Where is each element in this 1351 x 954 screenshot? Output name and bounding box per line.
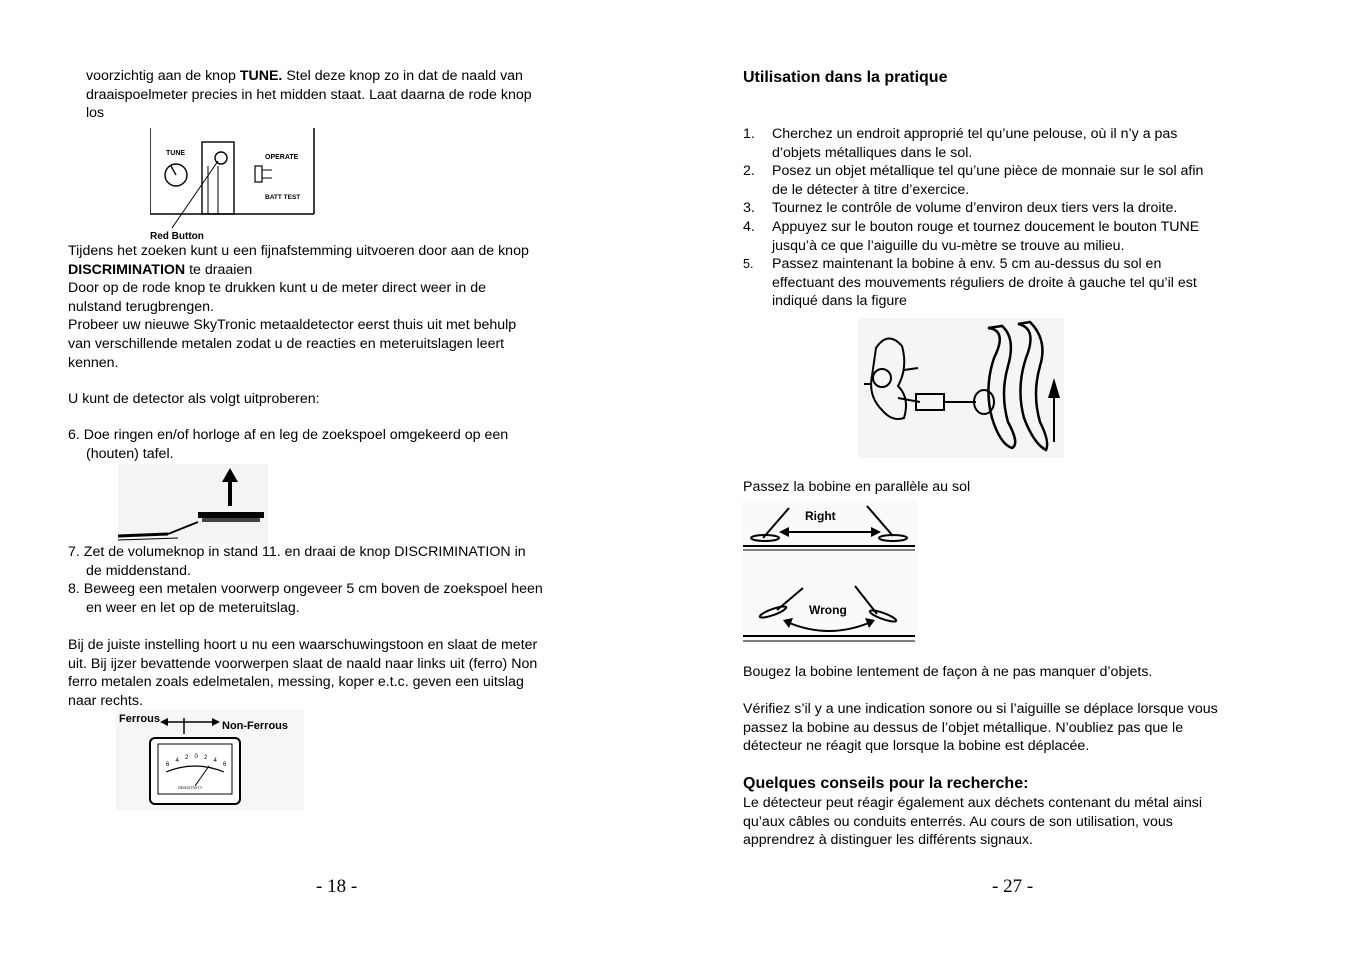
non-ferrous-label: Non-Ferrous [222, 720, 288, 732]
result-line: Bij de juiste instelling hoort u nu een waarschuwingstoon en slaat de meter [68, 637, 538, 653]
step-line: Cherchez un endroit approprié tel qu’une pelouse, où il n’y a pas [772, 126, 1178, 142]
step-line: effectuant des mouvements réguliers de droite à gauche tel qu’il est [772, 274, 1197, 291]
text-run: DISCRIMINATION [68, 261, 186, 278]
coil-on-table-figure [118, 464, 268, 544]
discrimination-line [68, 298, 214, 317]
scale-tick-label: 0 [194, 754, 198, 760]
slow-text: Bougez la bobine lentement de façon à ne pas manquer d’objets. [743, 664, 1153, 680]
right-label: Right [805, 509, 836, 523]
step-line: de le détecter à titre d’exercice. [772, 181, 970, 198]
tips-line: Le détecteur peut réagir également aux déchets contenant du métal ainsi [743, 795, 1203, 811]
page-number-right: - 27 - [992, 876, 1034, 897]
tips-heading: Quelques conseils pour la recherche: [743, 775, 1029, 792]
text-run: te draaien [185, 261, 253, 278]
scale-tick-label: 4 [175, 758, 179, 764]
step-number: 1. [743, 126, 755, 142]
figure-caption: Passez la bobine en parallèle au sol [743, 479, 971, 495]
text-run: nulstand terugbrengen. [68, 298, 214, 315]
verify-line: passez la bobine au dessus de l’objet métallique. N’oubliez pas que le [743, 719, 1184, 736]
try-text: U kunt de detector als volgt uitproberen: [68, 391, 320, 407]
page-number-left: - 18 - [316, 876, 358, 897]
scale-tick-label: 6 [223, 762, 227, 768]
step-8-line-2: en weer en let op de meteruitslag. [86, 600, 300, 616]
discrimination-line [68, 335, 504, 354]
intro-line [86, 86, 532, 105]
step-6-line-1: 6. Doe ringen en/of horloge af en leg de zoekspoel omgekeerd op een [68, 427, 509, 443]
intro-line [86, 104, 104, 123]
text-run: van verschillende metalen zodat u de reacties en meteruitslagen leert [68, 336, 505, 352]
discrimination-line [68, 316, 516, 335]
wrong-label: Wrong [809, 603, 847, 617]
batt-test-label: BATT TEST [265, 194, 301, 201]
result-line: naar rechts. [68, 692, 143, 709]
sweep-figure [858, 318, 1064, 458]
text-run: Door op de rode knop te drukken kunt u de meter direct weer in de [68, 280, 486, 297]
sensitivity-label: SENSITIVITY [178, 785, 203, 790]
step-number: 3. [743, 200, 755, 217]
step-line: Appuyez sur le bouton rouge et tournez doucement le bouton TUNE [772, 219, 1200, 235]
verify-line: détecteur ne réagit que lorsque la bobine est déplacée. [743, 738, 1090, 755]
step-number: 2. [743, 163, 755, 180]
step-8-line-1: 8. Beweeg een metalen voorwerp ongeveer 5 cm boven de zoekspoel heen [68, 581, 543, 597]
result-line: uit. Bij ijzer bevattende voorwerpen slaat de naald naar links uit (ferro) Non [68, 655, 538, 672]
result-line: ferro metalen zoals edelmetalen, messing, koper e.t.c. geven een uitslag [68, 674, 524, 691]
text-run: Stel deze knop zo in dat de naald van [282, 68, 523, 84]
step-line: jusqu’à ce que l’aiguille du vu-mètre se trouve au milieu. [772, 237, 1125, 254]
red-button-label: Red Button [150, 231, 204, 242]
tips-line: qu’aux câbles ou conduits enterrés. Au cours de son utilisation, vous [743, 813, 1173, 830]
step-line: d’objets métalliques dans le sol. [772, 144, 973, 161]
tips-line: apprendrez à distinguer les différents signaux. [743, 832, 1033, 849]
discrimination-line [68, 279, 486, 298]
step-number: 4. [743, 219, 755, 235]
text-run: draaispoelmeter precies in het midden staat. Laat daarna de rode knop [86, 86, 532, 103]
step-7-line-2: de middenstand. [86, 563, 191, 579]
scale-tick-label: 4 [213, 758, 217, 764]
text-run: voorzichtig aan de knop [86, 68, 240, 84]
step-number: 5. [743, 257, 754, 272]
meter-figure [116, 710, 304, 810]
scale-tick-label: 2 [204, 755, 208, 762]
operate-label: OPERATE [265, 154, 299, 161]
right-wrong-figure [743, 500, 917, 644]
text-run: Probeer uw nieuwe SkyTronic metaaldetector eerst thuis uit met behulp [68, 317, 517, 334]
text-run: TUNE. [239, 68, 283, 84]
step-6-line-2: (houten) tafel. [86, 446, 174, 462]
verify-line: Vérifiez s’il y a une indication sonore ou si l’aiguille se déplace lorsque vous [743, 701, 1218, 717]
discrimination-line [68, 261, 252, 280]
text-run: Tijdens het zoeken kunt u een fijnafstemming uitvoeren door aan de knop [68, 243, 529, 259]
discrimination-line [68, 242, 529, 261]
section-heading: Utilisation dans la pratique [743, 69, 948, 86]
scale-tick-label: 2 [185, 755, 189, 762]
text-run: kennen. [68, 354, 119, 371]
discrimination-line [68, 354, 119, 373]
step-line: Posez un objet métallique tel qu’une pièce de monnaie sur le sol afin [772, 163, 1204, 180]
step-7-line-1: 7. Zet de volumeknop in stand 11. en draai de knop DISCRIMINATION in [68, 544, 526, 560]
step-line: Tournez le contrôle de volume d’environ deux tiers vers la droite. [772, 200, 1178, 217]
step-line: indiqué dans la figure [772, 293, 907, 310]
tune-label: TUNE [166, 150, 186, 157]
control-panel-figure [150, 126, 320, 244]
intro-line [86, 67, 523, 86]
ferrous-label: Ferrous [119, 713, 160, 725]
scale-tick-label: 6 [166, 762, 170, 768]
step-line: Passez maintenant la bobine à env. 5 cm au-dessus du sol en [772, 256, 1162, 273]
text-run: los [86, 105, 105, 122]
